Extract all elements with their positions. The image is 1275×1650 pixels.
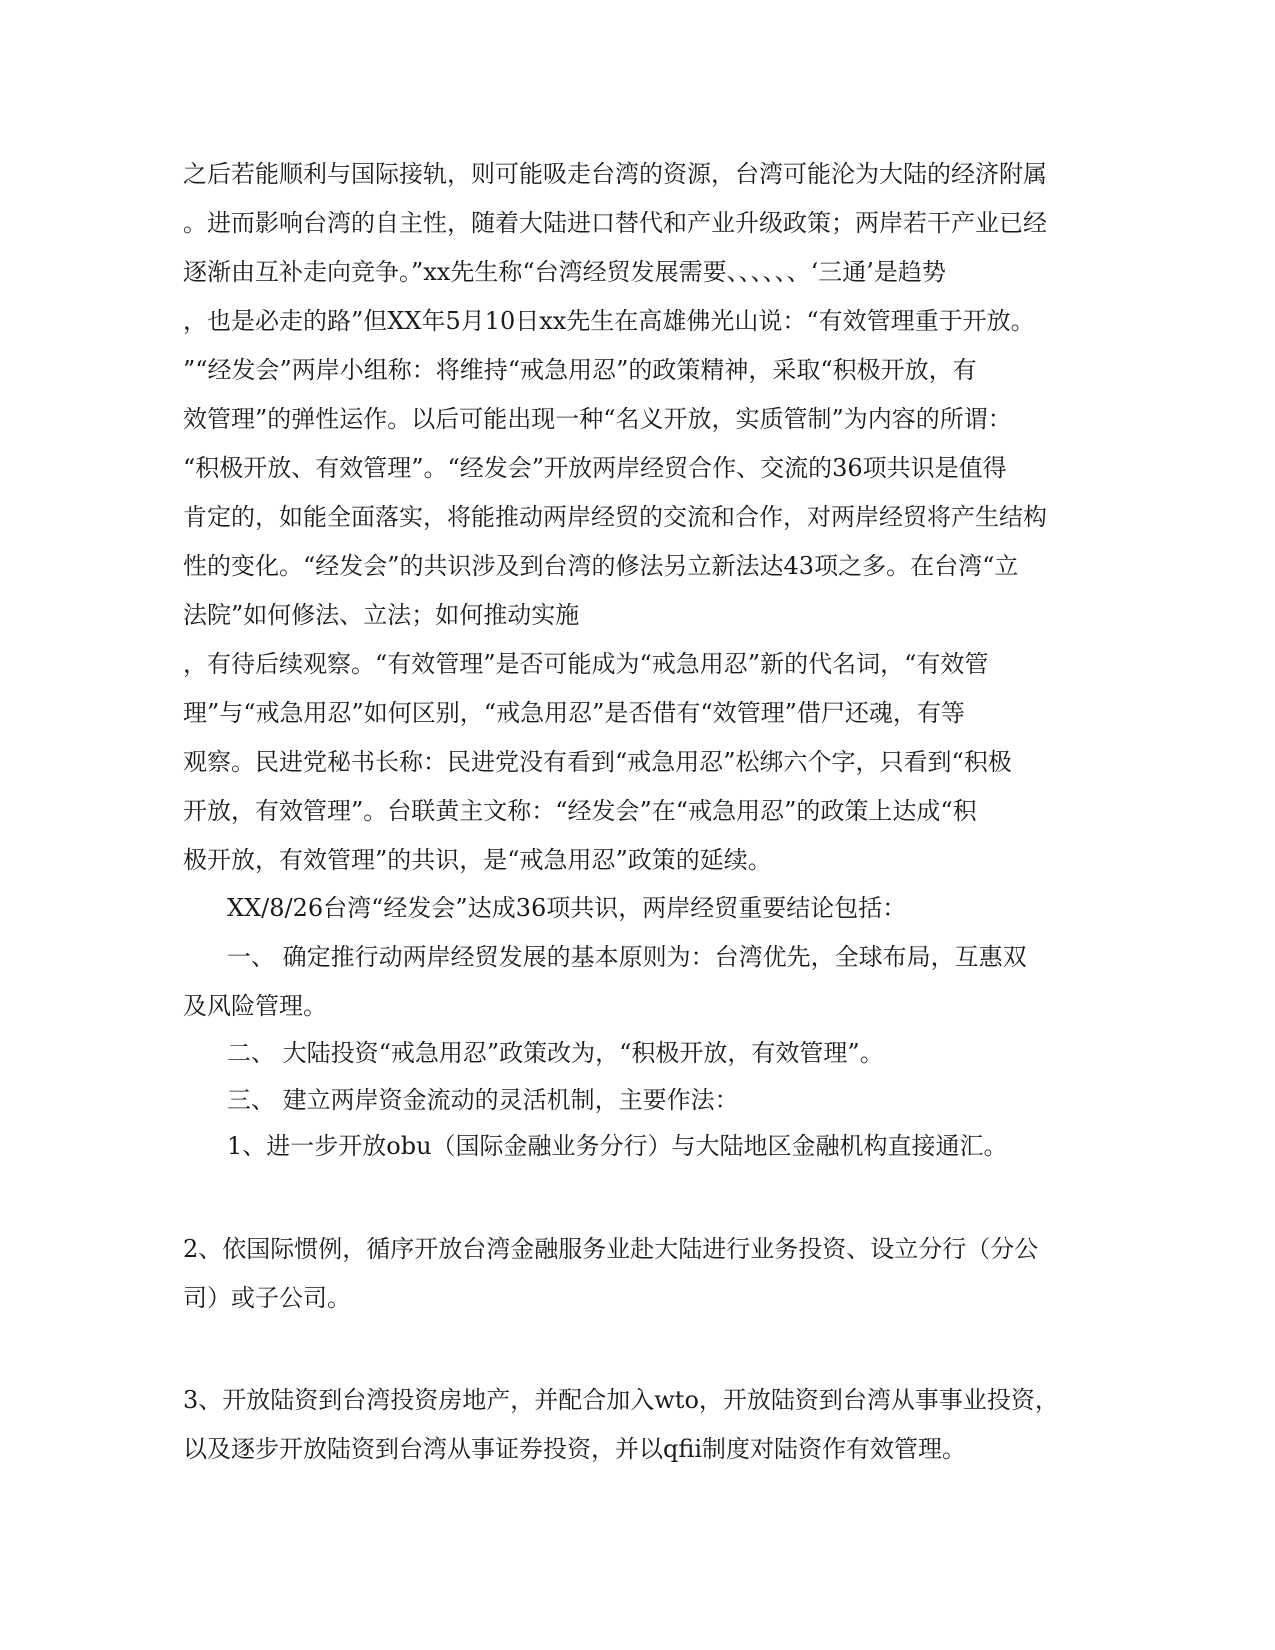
summary-intro: XX/8/26台湾“经发会”达成36项共识，两岸经贸重要结论包括： xyxy=(227,894,907,922)
item-2: 2、依国际惯例，循序开放台湾金融服务业赴大陆进行业务投资、设立分行（分公 司）或子公司。 xyxy=(183,1235,1039,1312)
point-1: 一、 确定推行动两岸经贸发展的基本原则为：台湾优先，全球布局，互惠双 及风险管理。 xyxy=(183,943,1027,1020)
point-3: 三、 建立两岸资金流动的灵活机制，主要作法： xyxy=(227,1086,739,1114)
item-1: 1、进一步开放obu（国际金融业务分行）与大陆地区金融机构直接通汇。 xyxy=(227,1132,1008,1160)
item-3: 3、开放陆资到台湾投资房地产，并配合加入wto，开放陆资到台湾从事事业投资， 以及逐步开放陆资到台湾从事证券投资，并以qfii制度对陆资作有效管理。 xyxy=(183,1386,1059,1463)
main-paragraph: 之后若能顺利与国际接轨，则可能吸走台湾的资源，台湾可能沦为大陆的经济附属 。进而影响台湾的自主性，随着大陆进口替代和产业升级政策；两岸若干产业已经 逐渐由互补走向竞争。”xx先生称“台湾经贸发展需要、、、、、、‘三通’是趋势 ，也是必走的路”但XX年5月10日xx先生在高雄佛光山说：“有效管理重于开放。 ”“经发会”两岸小组称：将维持“戒急用忍”的政策精神，采取“积极开放，有 效管理”的弹性运作。以后可能出现一种“名义开放，实质管制”为内容的所谓： “积极开放、有效管理”。“经发会”开放两岸经贸合作、交流的36项共识是值得 肯定的，如能全面落实，将能推动两岸经贸的交流和合作，对两岸经贸将产生结构 性的变化。“经发会”的共识涉及到台湾的修法另立新法达43项之多。在台湾“立 法院”如何修法、立法；如何推动实施 ，有待后续观察。“有效管理”是否可能成为“戒急用忍”新的代名词，“有效管 理”与“戒急用忍”如何区别，“戒急用忍”是否借有“效管理”借尸还魂，有等 观察。民进党秘书长称：民进党没有看到“戒急用忍”松绑六个字，只看到“积极 开放，有效管理”。台联黄主文称：“经发会”在“戒急用忍”的政策上达成“积 极开放，有效管理”的共识，是“戒急用忍”政策的延续。 xyxy=(183,160,1047,874)
point-2: 二、 大陆投资“戒急用忍”政策改为，“积极开放，有效管理”。 xyxy=(227,1039,884,1067)
